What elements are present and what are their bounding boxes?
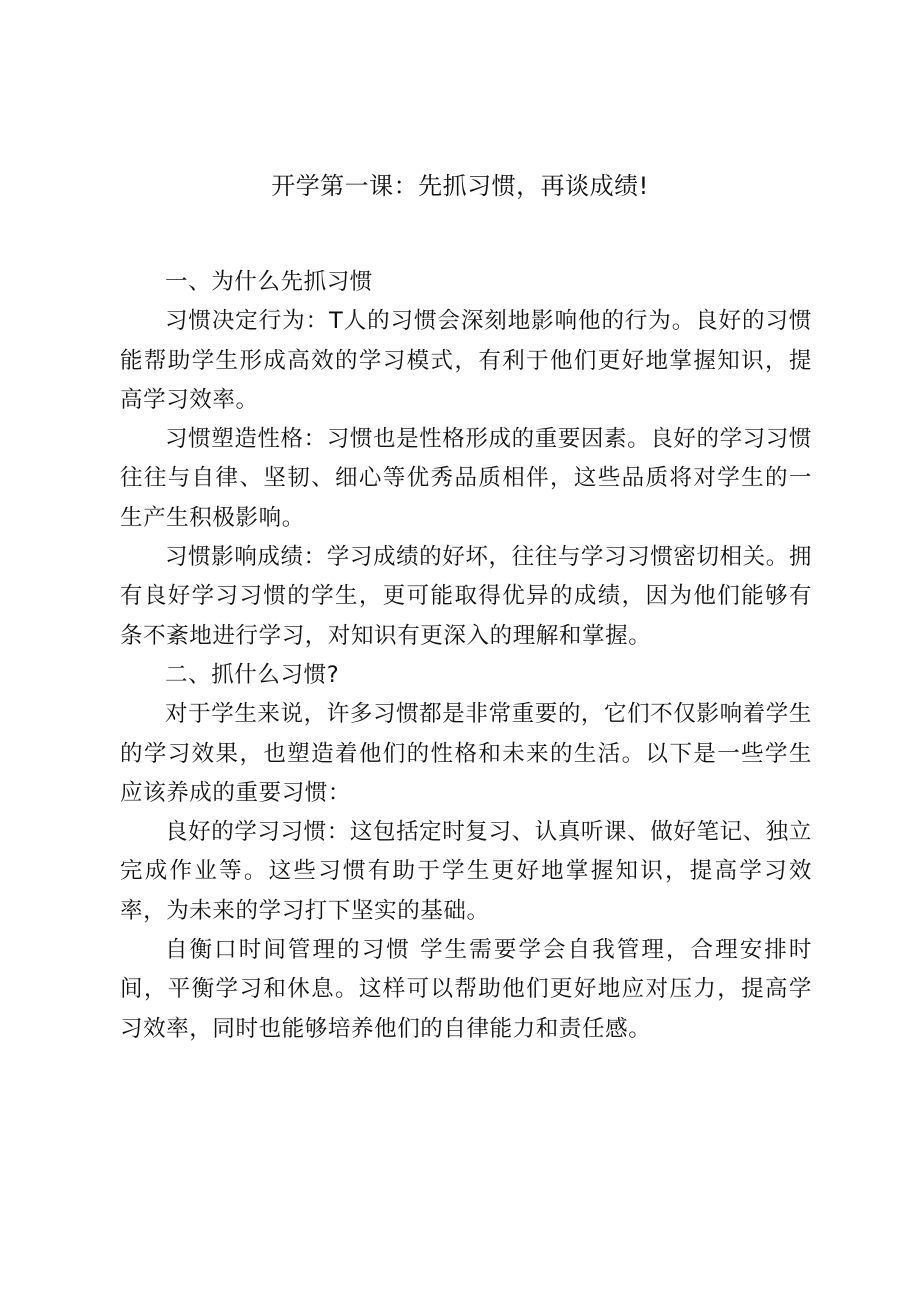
paragraph-time-management-habits: 自衡口时间管理的习惯 学生需要学会自我管理，合理安排时间，平衡学习和休息。这样可以帮助他们更好地应对压力，提高学习效率，同时也能够培养他们的自律能力和责任感。 (120, 937, 812, 1042)
paragraph-important-habits-intro: 对于学生来说，许多习惯都是非常重要的，它们不仅影响着学生的学习效果，也塑造着他们的性格和未来的生活。以下是一些学生应该养成的重要习惯： (120, 701, 812, 806)
paragraph-habits-decide-behavior: 习惯决定行为：T人的习惯会深刻地影响他的行为。良好的习惯能帮助学生形成高效的学习模式，有利于他们更好地掌握知识，提高学习效率。 (120, 308, 812, 413)
document-body (120, 263, 812, 1049)
paragraph-habits-shape-character: 习惯塑造性格：习惯也是性格形成的重要因素。良好的学习习惯往往与自律、坚韧、细心等优秀品质相伴，这些品质将对学生的一生产生积极影响。 (120, 426, 812, 531)
paragraph-good-study-habits: 良好的学习习惯：这包括定时复习、认真听课、做好笔记、独立完成作业等。这些习惯有助于学生更好地掌握知识，提高学习效率，为未来的学习打下坚实的基础。 (120, 819, 812, 924)
section-heading-why-habits: 一、为什么先抓习惯 (165, 269, 373, 295)
document-title: 开学第一课：先抓习惯，再谈成绩! (271, 172, 649, 200)
paragraph-habits-affect-grades: 习惯影响成绩：学习成绩的好坏，往往与学习习惯密切相关。拥有良好学习习惯的学生，更可能取得优异的成绩，因为他们能够有条不紊地进行学习，对知识有更深入的理解和掌握。 (120, 544, 812, 649)
section-heading-which-habits: 二、抓什么习惯? (165, 661, 340, 688)
